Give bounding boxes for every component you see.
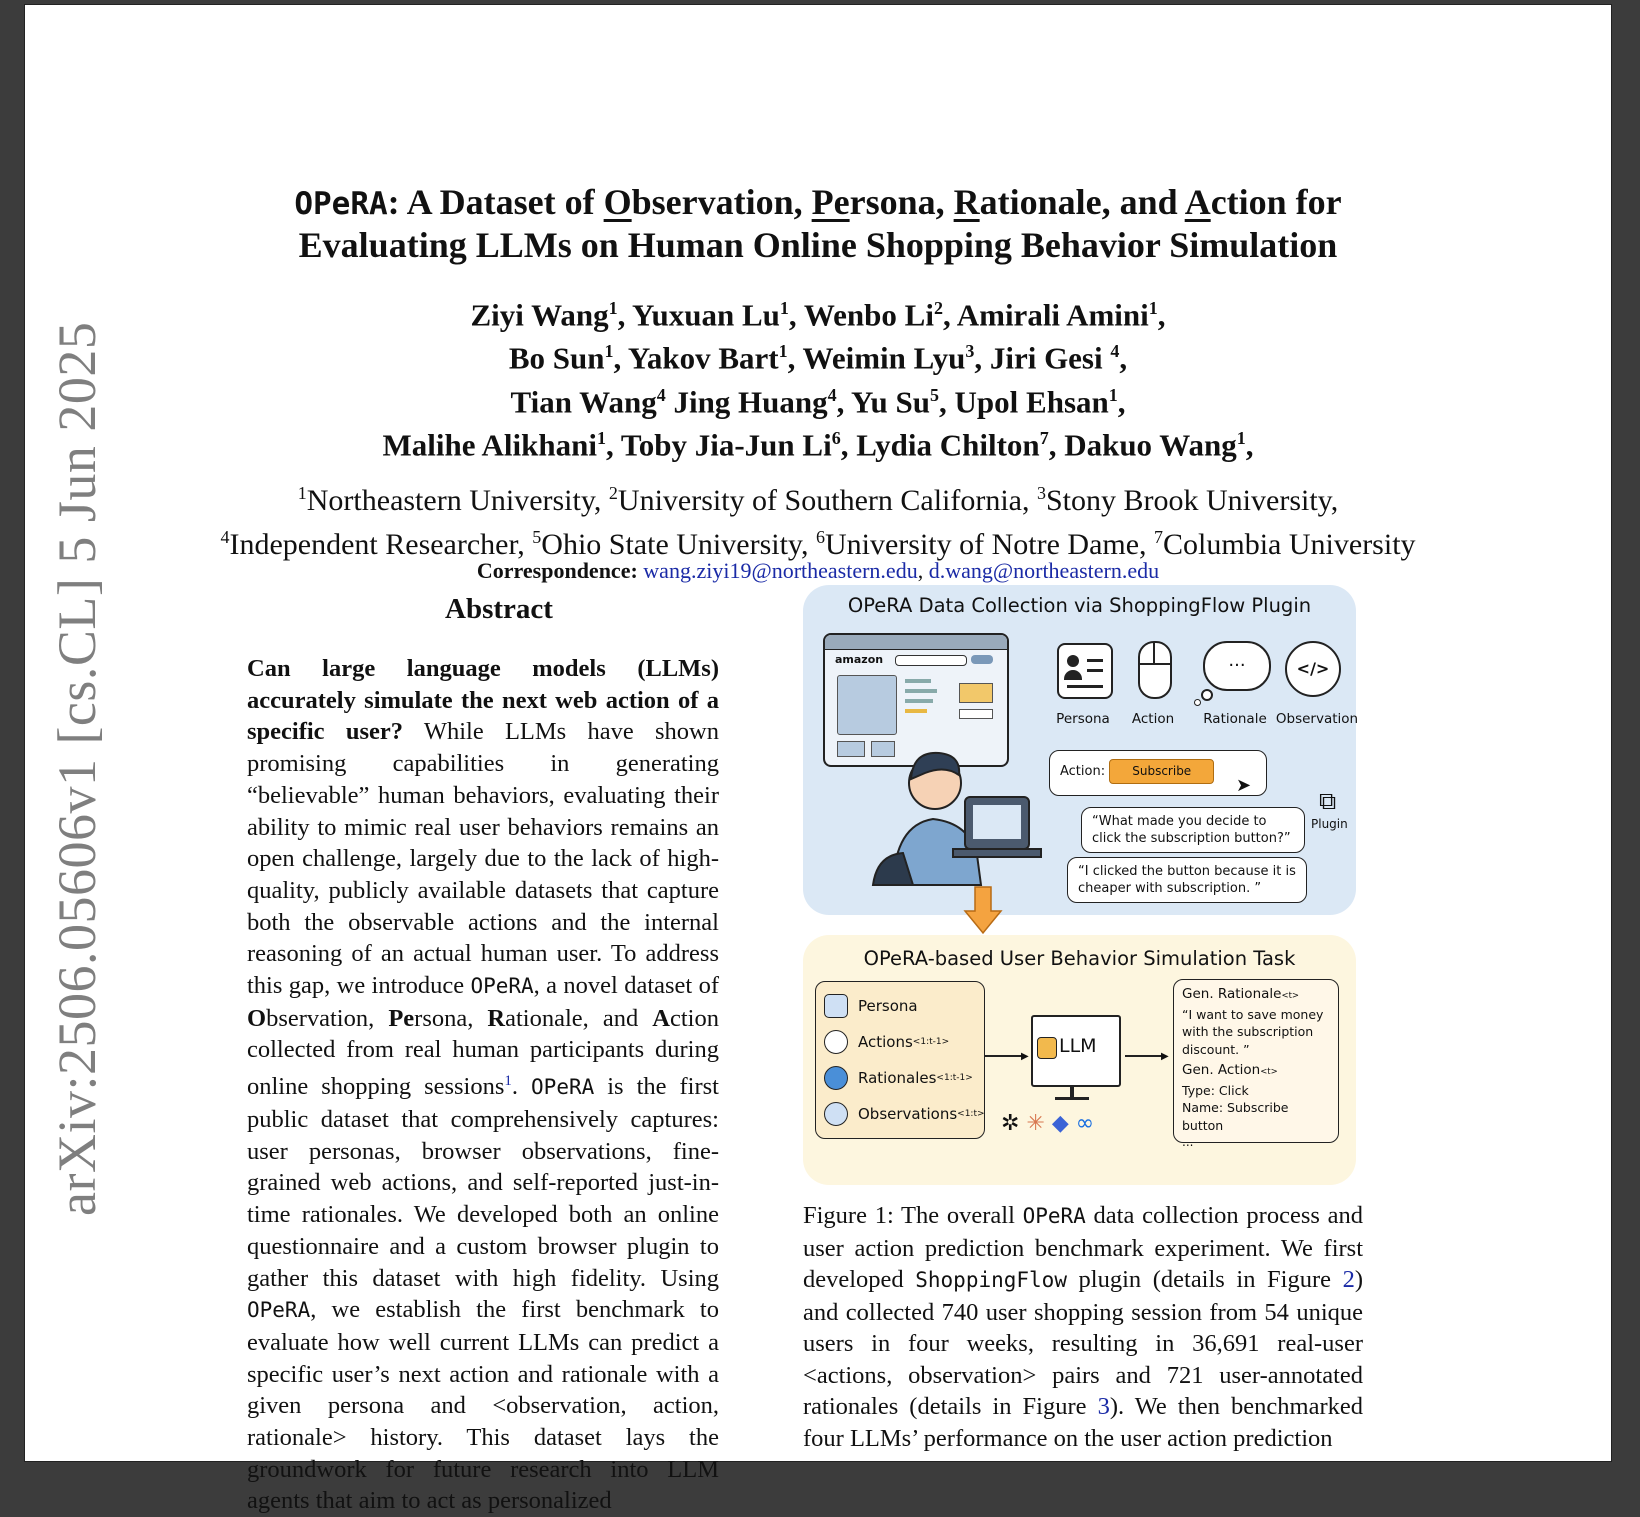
plugin-label: Plugin: [1311, 817, 1348, 831]
abstract-heading: Abstract: [445, 593, 553, 625]
icon-label-persona: Persona: [1056, 711, 1110, 727]
affiliation-line-1: $^1$Northeastern University, $^2$University of Southern California, $^3$Stony Brook University,: [297, 483, 1339, 517]
input-observations: Observations <1:t>: [824, 1102, 985, 1126]
output-box: Gen. Rationale<t> “I want to save money with the subscription discount. ” Gen. Action<t> Type: Click Name: Subscribe button ...: [1173, 979, 1339, 1143]
puzzle-plugin-icon: ⧉: [1319, 787, 1337, 815]
deepseek-icon: ◆: [1051, 1111, 1069, 1136]
subscribe-button-illustration: Subscribe: [1109, 759, 1214, 784]
action-bubble: Action: Subscribe: [1049, 750, 1267, 796]
simulation-task-panel: OPeRA-based User Behavior Simulation Task Persona Actions <1:t-1> Rationales <1:t-1> Observations <1:t> ▶ LLM ✲ ✳ ◆ ∞ ▶ Gen. Rationale<t> “I want to save money with the subscription discount. ” Gen. Action<t> Type: Click Name: Subscribe button ...: [803, 935, 1356, 1185]
shopper-illustration: [873, 735, 1043, 885]
paper-page: [24, 4, 1612, 1515]
thought-cloud-icon: ...: [1203, 641, 1271, 691]
llm-label: LLM: [1059, 1035, 1097, 1057]
globe-code-icon: </>: [1285, 641, 1341, 697]
input-rationales: Rationales <1:t-1>: [824, 1066, 973, 1090]
paper-title-line2: Evaluating LLMs on Human Online Shopping Behavior Simulation: [298, 225, 1338, 265]
author-line-3: Tian Wang$^4$ Jing Huang$^4$, Yu Su$^5$, Upol Ehsan$^1$,: [510, 383, 1126, 419]
mouse-icon: [1138, 641, 1172, 699]
paper-title-line1: OPeRA: A Dataset of Observation, Persona, Rationale, and Action for: [294, 182, 1342, 222]
author-list: [25, 290, 1611, 463]
panel2-title: OPeRA-based User Behavior Simulation Task: [863, 947, 1296, 970]
author-line-2: Bo Sun$^1$, Yakov Bart$^1$, Weimin Lyu$^3$, Jiri Gesi $^4$,: [508, 340, 1128, 376]
icon-label-rationale: Rationale: [1203, 711, 1267, 727]
browser-brand: amazon: [835, 653, 884, 666]
persona-icon: [1057, 643, 1113, 699]
input-box: [815, 981, 985, 1139]
figure-ref-2[interactable]: 2: [1342, 1266, 1355, 1293]
robot-icon: [1037, 1037, 1057, 1059]
panel1-title: OPeRA Data Collection via ShoppingFlow Plugin: [847, 594, 1312, 617]
cursor-icon: ➤: [1236, 775, 1252, 796]
figure-ref-3[interactable]: 3: [1097, 1393, 1110, 1420]
affiliations: [25, 475, 1611, 563]
llm-monitor: [1031, 1015, 1121, 1087]
affiliation-line-2: $^4$Independent Researcher, $^5$Ohio State University, $^6$University of Notre Dame, $^7$Columbia University: [220, 527, 1416, 561]
author-line-1: Ziyi Wang$^1$, Yuxuan Lu$^1$, Wenbo Li$^2$, Amirali Amini$^1$,: [470, 297, 1166, 333]
openai-icon: ✲: [1001, 1111, 1020, 1136]
input-actions: Actions <1:t-1>: [824, 1030, 949, 1054]
icon-label-action: Action: [1131, 711, 1175, 727]
icon-label-observation: Observation: [1275, 711, 1359, 727]
claude-icon: ✳: [1026, 1111, 1045, 1136]
email-link-2[interactable]: d.wang@northeastern.edu: [928, 558, 1160, 583]
correspondence: Correspondence: wang.ziyi19@northeastern.edu, d.wang@northeastern.edu: [476, 558, 1160, 583]
down-arrow-icon: [963, 885, 1003, 935]
arxiv-side-label: arXiv:2506.05606v1 [cs.CL] 5 Jun 2025: [47, 321, 107, 1216]
input-persona: Persona: [824, 994, 918, 1018]
email-link-1[interactable]: wang.ziyi19@northeastern.edu: [643, 558, 918, 583]
answer-bubble: “I clicked the button because it is cheaper with subscription. ”: [1067, 857, 1307, 903]
footnote-link[interactable]: 1: [504, 1073, 512, 1090]
question-bubble: “What made you decide to click the subscription button?”: [1081, 807, 1305, 853]
abstract-body: Can large language models (LLMs) accurately simulate the next web action of a specific user? While LLMs have shown promising capabilities in generating “believable” human behaviors, evaluating their ability to mimic real user behaviors remains an open challenge, largely due to the lack of high-quality, publicly available datasets that capture both the observable actions and the internal reasoning of an actual human user. To address this gap, we introduce OPeRA, a novel dataset of Observation, Persona, Rationale, and Action collected from real human participants during online shopping sessions$^1$. OPeRA is the first public dataset that comprehensively captures: user personas, browser observations, fine-grained web actions, and self-reported just-in-time rationales. We developed both an online questionnaire and a custom browser plugin to gather this dataset with high fidelity. Using OPeRA, we establish the first benchmark to evaluate how well current LLMs can predict a specific user’s next action and rationale with a given persona and <observation, action, rationale> history. This dataset lays the groundwork for future research into LLM agents that aim to act as personalized: [247, 655, 719, 1515]
meta-icon: ∞: [1075, 1111, 1095, 1136]
figure-1-caption: Figure 1: The overall OPeRA data collection process and user action prediction benchmark experiment. We first developed ShoppingFlow plugin (details in Figure 2) and collected 740 user shopping session from 54 unique users in four weeks, resulting in 36,691 real-user <actions, observation> pairs and 721 user-annotated rationales (details in Figure 3). We then benchmarked four LLMs’ performance on the user action prediction: [803, 1202, 1363, 1452]
author-line-4: Malihe Alikhani$^1$, Toby Jia-Jun Li$^6$, Lydia Chilton$^7$, Dakuo Wang$^1$,: [382, 427, 1254, 463]
figure-1: [803, 585, 1358, 1185]
data-collection-panel: [803, 585, 1359, 915]
model-logos: [1001, 1111, 1094, 1136]
